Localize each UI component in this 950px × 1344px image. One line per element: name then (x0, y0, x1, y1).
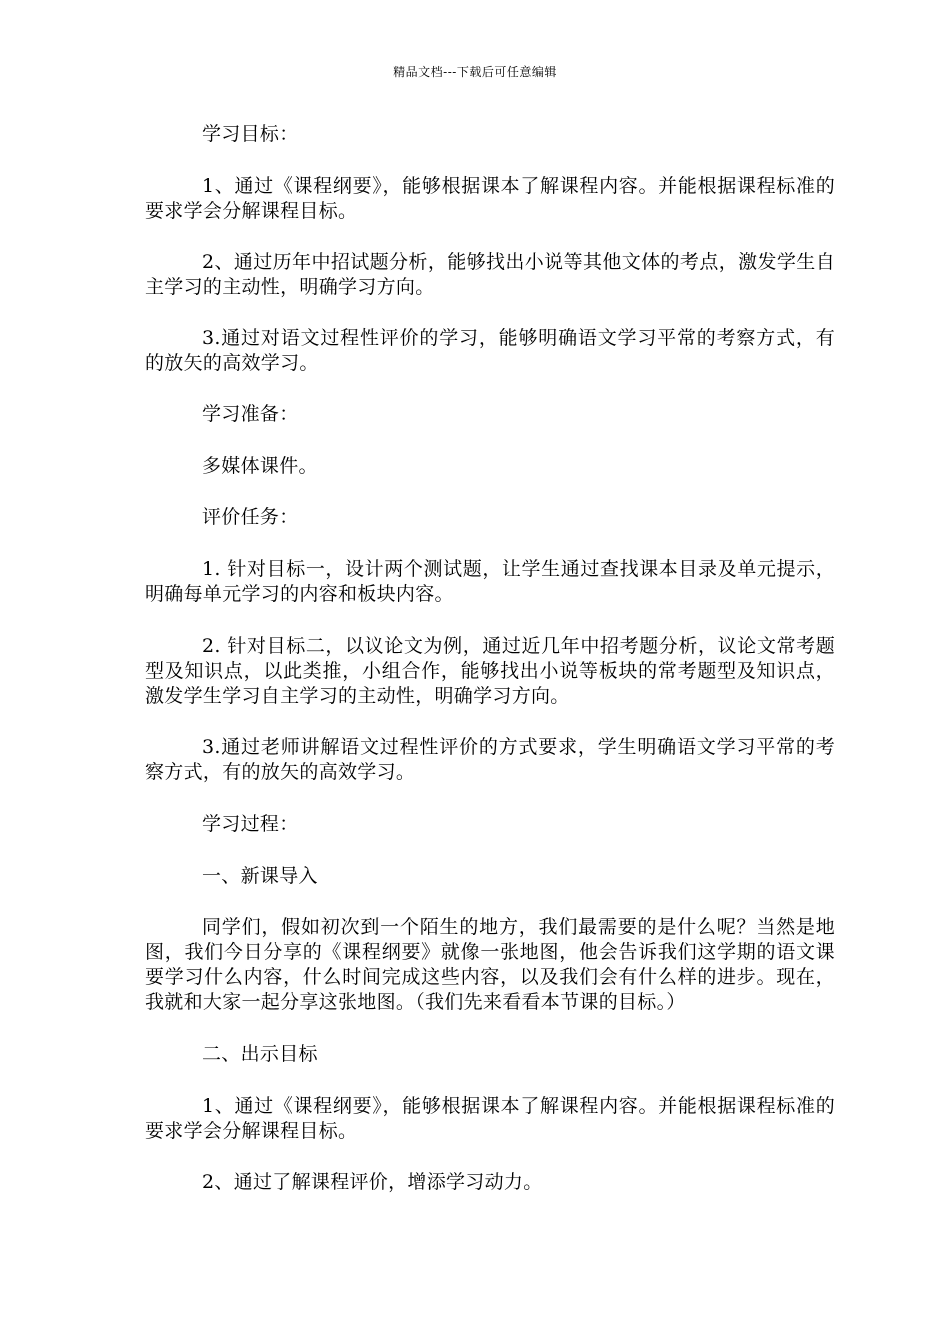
evaluation-task-3: 3.通过老师讲解语文过程性评价的方式要求，学生明确语文学习平常的考察方式，有的放矢的高效学习。 (145, 736, 835, 783)
heading-learning-goals: 学习目标： (202, 123, 299, 145)
goal-item-1: 1、通过《课程纲要》，能够根据课本了解课程内容。并能根据课程标准的要求学会分解课程目标。 (145, 175, 835, 222)
show-goal-item-1: 1、通过《课程纲要》，能够根据课本了解课程内容。并能根据课程标准的要求学会分解课程目标。 (145, 1095, 835, 1142)
preparation-text: 多媒体课件。 (202, 455, 318, 477)
show-goal-item-2: 2、通过了解课程评价，增添学习动力。 (202, 1171, 543, 1193)
document-body (145, 122, 835, 1195)
goal-item-2: 2、通过历年中招试题分析，能够找出小说等其他文体的考点，激发学生自主学习的主动性，明确学习方向。 (145, 251, 835, 298)
evaluation-task-1: 1. 针对目标一，设计两个测试题，让学生通过查找课本目录及单元提示，明确每单元学习的内容和板块内容。 (145, 558, 835, 605)
section-heading-show-goals: 二、出示目标 (202, 1043, 318, 1065)
goal-item-3: 3.通过对语文过程性评价的学习，能够明确语文学习平常的考察方式，有的放矢的高效学习。 (145, 327, 835, 374)
heading-evaluation-tasks: 评价任务： (202, 506, 299, 528)
heading-learning-process: 学习过程： (202, 813, 299, 835)
heading-preparation: 学习准备： (202, 403, 299, 425)
evaluation-task-2: 2. 针对目标二，以议论文为例，通过近几年中招考题分析，议论文常考题型及知识点，以此类推，小组合作，能够找出小说等板块的常考题型及知识点，激发学生学习自主学习的主动性，明确学习方向。 (145, 635, 835, 707)
introduction-paragraph: 同学们，假如初次到一个陌生的地方，我们最需要的是什么呢？当然是地图，我们今日分享的《课程纲要》就像一张地图，他会告诉我们这学期的语文课要学习什么内容，什么时间完成这些内容，以及我们会有什么样的进步。现在，我就和大家一起分享这张地图。（我们先来看看本节课的目标。） (145, 916, 835, 1013)
section-heading-introduction: 一、新课导入 (202, 865, 318, 887)
page-header: 精品文档---下载后可任意编辑 (393, 65, 557, 79)
